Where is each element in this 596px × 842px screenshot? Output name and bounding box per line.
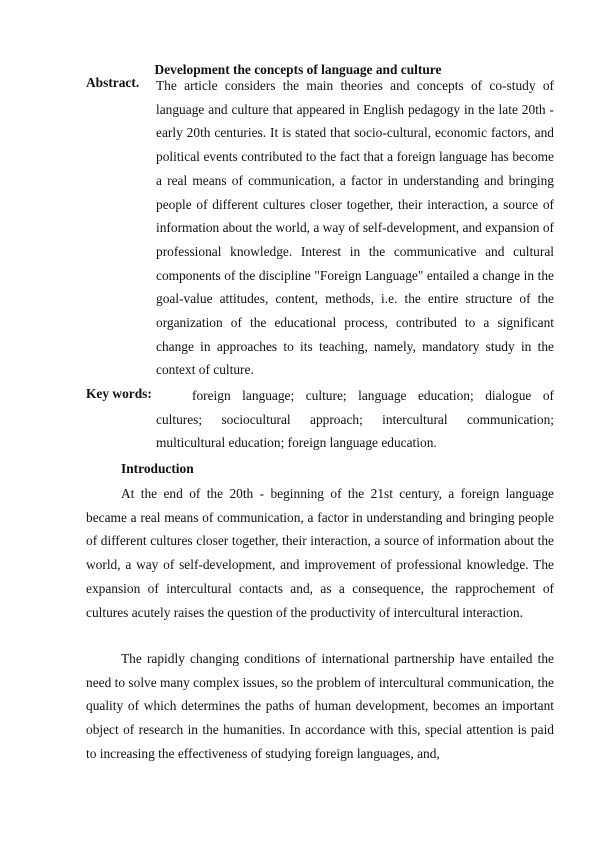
keywords-text: foreign language; culture; language education; dialogue of cultures; sociocultural approach; intercultural communication; multicultural education; foreign language education.: [156, 388, 554, 451]
abstract-text: The article considers the main theories and concepts of co-study of language and culture that appeared in English pedagogy in the late 20th - early 20th centuries. It is stated that socio-cultural, economic factors, and political events contributed to the fact that a foreign language has become a real means of communication, a factor in understanding and bringing people of different cultures closer together, their interaction, a source of information about the world, a way of self-development, and expansion of professional knowledge. Interest in the communicative and cultural components of the discipline "Foreign Language" entailed a change in the goal-value attitudes, content, methods, i.e. the entire structure of the organization of the educational process, contributed to a significant change in approaches to its teaching, namely, mandatory study in the context of culture.: [156, 78, 554, 378]
body-paragraph: At the end of the 20th - beginning of the 21st century, a foreign language became a real means of communication, a factor in understanding and bringing people of different cultures closer together, their interaction, a source of information about the world, a way of self-development, and improvement of professional knowledge. The expansion of intercultural contacts and, as a consequence, the rapprochement of cultures acutely raises the question of the productivity of intercultural interaction.: [86, 486, 554, 620]
abstract-label: Abstract.: [86, 75, 140, 90]
keywords-label: Key words:: [86, 386, 152, 401]
section-heading: Introduction: [121, 461, 194, 476]
document-title: Development the concepts of language and culture: [154, 62, 442, 77]
body-paragraph: The rapidly changing conditions of international partnership have entailed the need to solve many complex issues, so the problem of intercultural communication, the quality of which determines the paths of human development, becomes an important object of research in the humanities. In accordance with this, special attention is paid to increasing the effectiveness of studying foreign languages, and,: [86, 651, 554, 761]
